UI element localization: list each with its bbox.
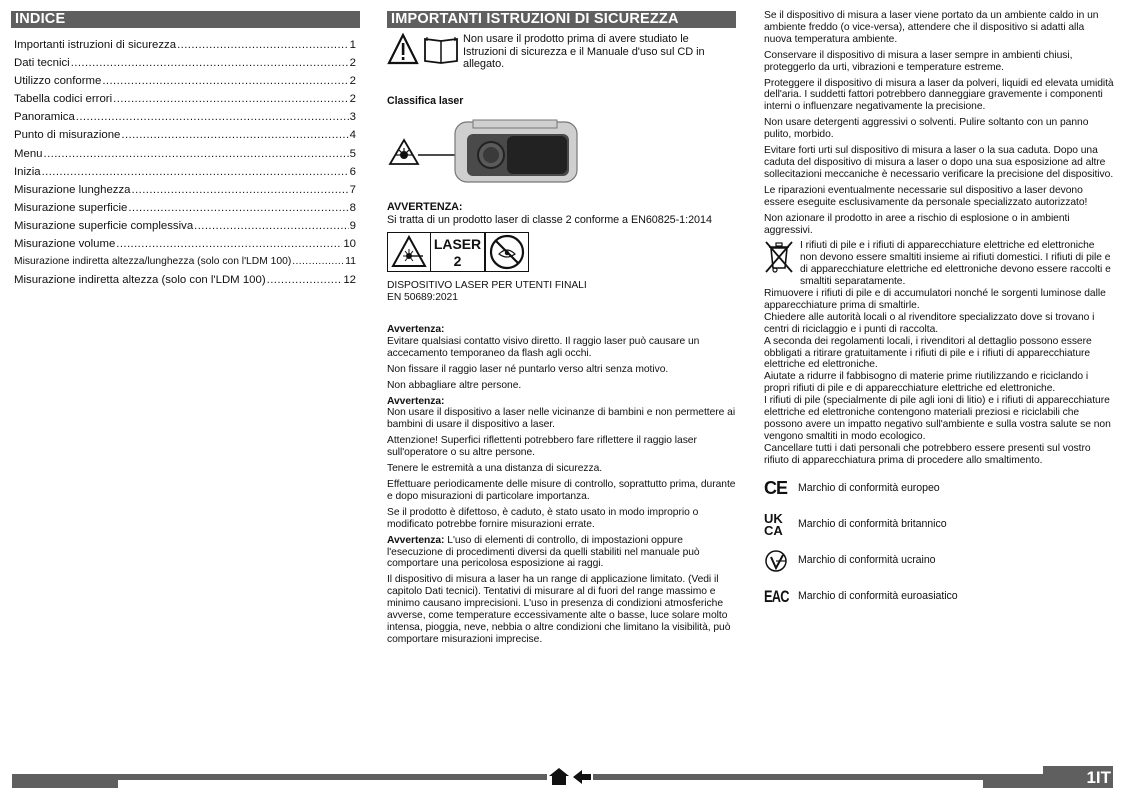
repair-text: Le riparazioni eventualmente necessarie sul dispositivo a laser devono essere eseguite esclusivamente da personale specializzato autorizzato! [764, 184, 1088, 208]
safety-title [387, 11, 736, 28]
toc-entry[interactable] [14, 57, 356, 75]
toc-leader-dots [177, 39, 349, 51]
toc-leader-dots [292, 256, 344, 267]
toc-entry[interactable] [14, 166, 356, 184]
storage-text: Conservare il dispositivo di misura a laser sempre in ambienti chiusi, proteggerlo da urti, vibrazioni e temperature estreme. [764, 49, 1073, 73]
toc-entry-page: 6 [349, 165, 356, 178]
ukca-mark-row [764, 507, 1114, 543]
toc-leader-dots [102, 75, 348, 87]
toc-entry-page: 2 [349, 75, 356, 88]
toc-entry[interactable] [14, 148, 356, 166]
toc-entry-page: 10 [343, 238, 356, 251]
remove-batteries-text: Rimuovere i rifiuti di pile e di accumulatori nonché le sorgenti luminose dalle apparecchiature prima di smaltirle. [764, 288, 1106, 311]
ce-mark-label: Marchio di conformità europeo [798, 481, 940, 494]
laser-hazard-icon [387, 232, 431, 272]
defective-product-text: Se il prodotto è difettoso, è caduto, è stato usato in modo improprio o modificato potrebbe fornire misurazioni errate. [387, 506, 699, 530]
ua-mark-label: Marchio di conformità ucraino [798, 553, 936, 566]
ua-conformity-icon [764, 548, 790, 574]
toc-entry-page: 4 [349, 129, 356, 142]
toc-leader-dots [76, 111, 349, 123]
avvertenza-3-body: L'uso di elementi di controllo, di impostazioni oppure l'esecuzione di procedimenti diversi da quelli stabiliti nel manuale può comportare una pericolosa esposizione ai raggi. [387, 534, 700, 570]
table-of-contents [14, 39, 356, 292]
reflective-surfaces-text: Attenzione! Superfici riflettenti potrebbero fare riflettere il raggio laser sull'operatore o su altre persone. [387, 435, 697, 459]
toc-leader-dots [121, 129, 348, 141]
toc-entry[interactable] [14, 274, 356, 292]
toc-entry-label: Menu [14, 147, 43, 160]
toc-entry[interactable] [14, 256, 356, 274]
toc-entry-label: Utilizzo conforme [14, 75, 102, 88]
toc-entry-label: Misurazione superficie [14, 201, 128, 214]
toc-entry-label: Punto di misurazione [14, 129, 121, 142]
toc-leader-dots [44, 148, 349, 160]
reduce-raw-materials-text: Aiutate a ridurre il fabbisogno di materie prime riutilizzando e riciclando i propri rifiuti di pile e di apparecchiature elettriche ed elettroniche. [764, 371, 1089, 395]
toc-leader-dots [132, 184, 349, 196]
safety-intro: Non usare il prodotto prima di avere studiato le Istruzioni di sicurezza e il Manuale d'uso sul CD in allegato. [463, 33, 705, 70]
toc-entry-page: 5 [349, 147, 356, 160]
toc-entry-label: Inizia [14, 165, 41, 178]
recycling-centers-text: Chiedere alle autorità locali o al rivenditore specializzato dove si trovano i centri di riciclaggio e i punti di raccolta. [764, 311, 1095, 335]
toc-leader-dots [267, 274, 343, 286]
read-manual-icon [387, 33, 459, 67]
toc-entry-label: Dati tecnici [14, 57, 70, 70]
device-line-2: EN 50689:2021 [387, 292, 458, 304]
weee-text: I rifiuti di pile e i rifiuti di apparecchiature elettriche ed elettroniche non devono essere smaltiti insieme ai rifiuti domestici. I rifiuti di pile e di apparecchiature elettriche ed elettroniche devono essere raccolti e smaltiti separatamente. [800, 240, 1111, 288]
safe-distance-text: Tenere le estremità a una distanza di sicurezza. [387, 463, 603, 475]
eac-mark-row [764, 579, 1114, 615]
warning-text: Si tratta di un prodotto laser di classe 2 conforme a EN60825-1:2014 [387, 213, 712, 226]
safety-column [387, 33, 736, 650]
eac-mark-icon: EAC [764, 586, 789, 606]
toc-entry-label: Importanti istruzioni di sicurezza [14, 39, 177, 51]
page-number: 1IT [1043, 766, 1113, 788]
toc-entry[interactable] [14, 238, 356, 256]
toc-leader-dots [113, 93, 349, 105]
toc-entry-page: 8 [349, 201, 356, 214]
toc-leader-dots [128, 202, 348, 214]
toc-leader-dots [194, 220, 348, 232]
device-line-1: DISPOSITIVO LASER PER UTENTI FINALI [387, 280, 587, 292]
index-title-text: INDICE [15, 11, 66, 27]
toc-entry-label: Misurazione volume [14, 238, 116, 251]
range-limit-text: Il dispositivo di misura a laser ha un range di applicazione limitato. (Vedi il capitolo Dati tecnici). Tentativi di misurare al di fuori del range massimo e minimo causano imprecisioni. L'uso in presenza di condizioni atmosferiche avverse, come temperature eccessivamente alte o basse, luce solare molto intensa, pioggia, neve, nebbia o altre condizioni che limitano la visibilità, può comportare misurazioni imprecise. [387, 574, 731, 645]
toc-entry[interactable] [14, 220, 356, 238]
ce-mark-icon: CE [764, 477, 788, 498]
avvertenza-3-heading: Avvertenza: [387, 534, 445, 546]
eac-mark-label: Marchio di conformità euroasiatico [798, 589, 958, 602]
ce-mark-row [764, 471, 1114, 507]
temperature-text: Se il dispositivo di misura a laser viene portato da un ambiente caldo in un ambiente freddo (o vice-versa), attendere che il dispositivo si adatti alla nuova temperatura ambiente. [764, 10, 1099, 45]
toc-entry-label: Panoramica [14, 111, 75, 124]
laser-class-text-box [431, 232, 485, 272]
control-measures-text: Effettuare periodicamente delle misure di controllo, soprattutto prima, durante e dopo misurazioni di particolare importanza. [387, 479, 736, 502]
toc-entry-page: 3 [349, 111, 356, 124]
toc-entry[interactable] [14, 93, 356, 111]
impact-text: Evitare forti urti sul dispositivo di misura a laser o la sua caduta. Dopo una caduta del dispositivo di misura a laser o dopo una sua esposizione ad altre sollecitazioni meccaniche è necessario verificare la precisione del dispositivo. [764, 145, 1114, 180]
toc-entry-page: 7 [349, 183, 356, 196]
ukca-logo-top: UK [764, 510, 783, 526]
ukca-mark-icon [764, 510, 790, 538]
toc-entry-label: Misurazione indiretta altezza (solo con l'LDM 100) [14, 274, 266, 287]
toc-entry-page: 1 [349, 39, 356, 51]
laser-label-class: 2 [453, 253, 462, 270]
home-back-icon[interactable] [547, 766, 593, 788]
toc-entry[interactable] [14, 202, 356, 220]
retailer-takeback-text: A seconda dei regolamenti locali, i rivenditori al dettaglio possono essere obbligati a ritirare gratuitamente i rifiuti di pile e i rifiuti di apparecchiature elettriche ed elettroniche. [764, 335, 1092, 371]
toc-entry-label: Tabella codici errori [14, 93, 113, 106]
avvertenza-2-text: Non usare il dispositivo a laser nelle vicinanze di bambini e non permettere ai bambini di usare il dispositivo a laser. [387, 407, 736, 431]
toc-entry-page: 12 [343, 274, 356, 287]
explosion-text: Non azionare il prodotto in aree a rischio di esplosione o in ambienti aggressivi. [764, 212, 1070, 236]
toc-entry-page: 2 [349, 57, 356, 70]
laser-class-heading: Classifica laser [387, 95, 464, 107]
toc-entry-page: 9 [349, 219, 356, 232]
no-stare-text: Non fissare il raggio laser né puntarlo verso altri senza motivo. [387, 363, 669, 375]
warning-heading: AVVERTENZA: [387, 200, 463, 213]
toc-entry-label: Misurazione indiretta altezza/lunghezza (solo con l'LDM 100) [14, 256, 292, 268]
toc-entry-page: 2 [349, 93, 356, 106]
toc-entry[interactable] [14, 111, 356, 129]
toc-entry-label: Misurazione lunghezza [14, 183, 131, 196]
toc-entry-page: 11 [345, 256, 356, 268]
toc-entry-label: Misurazione superficie complessiva [14, 219, 194, 232]
laser-class-label [387, 232, 736, 272]
dust-text: Proteggere il dispositivo di misura a laser da polveri, liquidi ed elevata umidità dell'aria. I suddetti fattori potrebbero danneggiare gravemente i componenti interni o influenzare negativamente la precisione. [764, 77, 1114, 113]
toc-leader-dots [42, 166, 349, 178]
safety-title-text: IMPORTANTI ISTRUZIONI DI SICUREZZA [391, 11, 679, 27]
laser-device-illustration [387, 114, 587, 184]
ukca-mark-label: Marchio di conformità britannico [798, 517, 947, 530]
toc-leader-dots [71, 57, 349, 69]
avvertenza-1-text: Evitare qualsiasi contatto visivo diretto. Il raggio laser può causare un accecamento temporaneo da flash agli occhi. [387, 335, 700, 359]
avvertenza-2-heading: Avvertenza: [387, 395, 445, 407]
toc-entry[interactable] [14, 184, 356, 202]
toc-leader-dots [116, 238, 342, 250]
page-footer [12, 766, 1113, 788]
ukca-logo-bottom: CA [764, 522, 783, 538]
toc-entry[interactable] [14, 75, 356, 93]
ua-mark-row [764, 543, 1114, 579]
avvertenza-1-heading: Avvertenza: [387, 324, 445, 336]
delete-data-text: Cancellare tutti i dati personali che potrebbero essere presenti sul vostro rifiuto di apparecchiatura prima di procedere allo smaltimento. [764, 442, 1091, 466]
laser-label-word: LASER [433, 236, 482, 253]
avvertenza-3-text [387, 535, 736, 571]
battery-materials-text: I rifiuti di pile (specialmente di pile agli ioni di litio) e i rifiuti di apparecchiature elettriche ed elettroniche contengono materiali preziosi e riciclabili che possono avere un impatto negativo sull'ambiente e sulla vostra salute se non vengono smaltiti in modo ecologico. [764, 395, 1111, 442]
right-column [764, 10, 1114, 615]
index-title [11, 11, 360, 28]
toc-entry[interactable] [14, 39, 356, 57]
no-stare-icon [485, 232, 529, 272]
weee-bin-icon [764, 240, 794, 274]
cleaning-text: Non usare detergenti aggressivi o solventi. Pulire soltanto con un panno pulito, morbido. [764, 117, 1089, 141]
no-dazzle-text: Non abbagliare altre persone. [387, 379, 522, 391]
toc-entry[interactable] [14, 129, 356, 147]
